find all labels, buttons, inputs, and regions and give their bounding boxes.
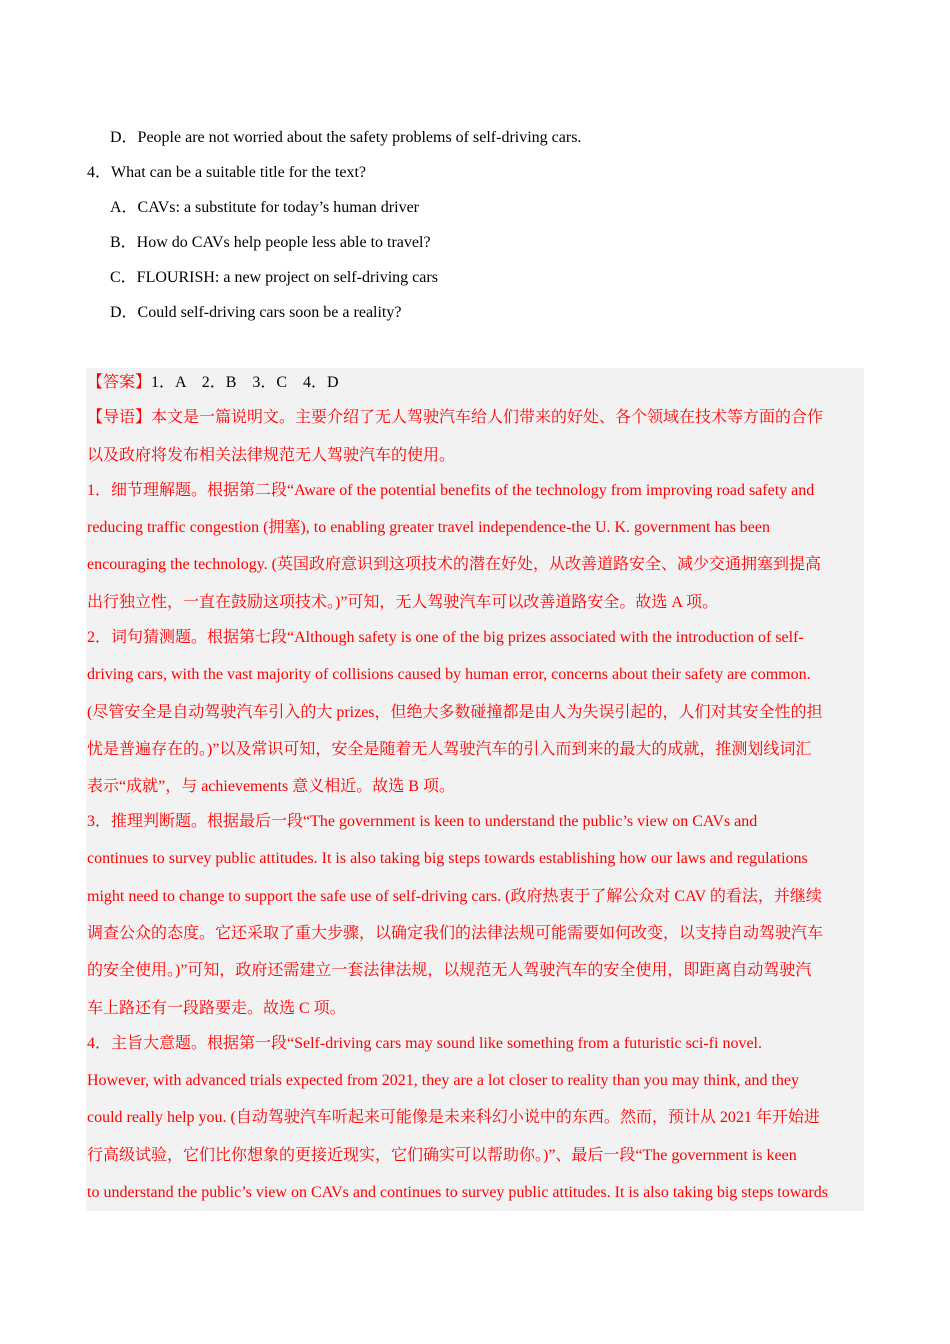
explanation-line: could really help you. (自动驾驶汽车听起来可能像是未来科幻小说中的东西。然而，预计从 2021 年开始进: [87, 1109, 820, 1126]
guide-label: 【导语】: [87, 409, 152, 426]
explanation-line: might need to change to support the safe use of self-driving cars. (政府热衷于了解公众对 CAV 的看法，并继续: [87, 888, 822, 905]
explanation-line: 3．推理判断题。根据最后一段“The government is keen to understand the public’s view on CAVs and: [87, 813, 758, 830]
guide-line-2: 以及政府将发布相关法律规范无人驾驶汽车的使用。: [87, 447, 456, 464]
explanation-line: driving cars, with the vast majority of collisions caused by human error, concerns about their safety are common.: [87, 666, 811, 683]
explanation-line: 车上路还有一段路要走。故选 C 项。: [87, 1000, 346, 1017]
explanation-line: 表示“成就”，与 achievements 意义相近。故选 B 项。: [87, 778, 455, 795]
answer-text: 1．A 2．B 3．C 4．D: [151, 374, 339, 391]
explanation-line: reducing traffic congestion (拥塞), to enabling greater travel independence-the U. K. government has been: [87, 519, 771, 536]
explanation-line: 1．细节理解题。根据第二段“Aware of the potential benefits of the technology from improving road safety and: [87, 482, 815, 499]
explanation-line: 行高级试验，它们比你想象的更接近现实，它们确实可以帮助你。)”、最后一段“The government is keen: [87, 1147, 797, 1164]
guide-text-1: 本文是一篇说明文。主要介绍了无人驾驶汽车给人们带来的好处、各个领域在技术等方面的合作: [151, 409, 824, 426]
explanation-line: However, with advanced trials expected from 2021, they are a lot closer to reality than you may think, and they: [87, 1072, 800, 1089]
explanation-line: to understand the public’s view on CAVs and continues to survey public attitudes. It is also taking big steps towards: [87, 1184, 828, 1201]
explanation-line: continues to survey public attitudes. It is also taking big steps towards establishing how our laws and regulations: [87, 850, 808, 867]
question-4-option-b: B．How do CAVs help people less able to travel?: [110, 234, 431, 251]
explanation-line: 调查公众的态度。它还采取了重大步骤，以确定我们的法律法规可能需要如何改变，以支持自动驾驶汽车: [87, 925, 824, 942]
guide-line-1: [87, 408, 823, 428]
explanation-line: 出行独立性，一直在鼓励这项技术。)”可知，无人驾驶汽车可以改善道路安全。故选 A 项。: [87, 594, 719, 611]
explanation-line: 2．词句猜测题。根据第七段“Although safety is one of the big prizes associated with the introduction of self-: [87, 629, 804, 646]
explanation-line: (尽管安全是自动驾驶汽车引入的大 prizes，但绝大多数碰撞都是由人为失误引起的，人们对其安全性的担: [87, 704, 823, 721]
answer-line: [87, 373, 339, 393]
explanation-line: 的安全使用。)”可知，政府还需建立一套法律法规，以规范无人驾驶汽车的安全使用，即距离自动驾驶汽: [87, 962, 812, 979]
answer-label: 【答案】: [87, 374, 152, 391]
question-4-option-d: D．Could self-driving cars soon be a reality?: [110, 304, 402, 321]
explanation-line: encouraging the technology. (英国政府意识到这项技术的潜在好处，从改善道路安全、减少交通拥塞到提高: [87, 556, 822, 573]
explanation-line: 忧是普遍存在的。)”以及常识可知，安全是随着无人驾驶汽车的引入而到来的最大的成就，推测划线词汇: [87, 741, 812, 758]
question-4-option-a: A．CAVs: a substitute for today’s human driver: [110, 199, 420, 216]
question-4-option-c: C．FLOURISH: a new project on self-driving cars: [110, 269, 438, 286]
question-4-stem: 4．What can be a suitable title for the text?: [87, 164, 367, 181]
question-3-option-d: D．People are not worried about the safety problems of self-driving cars.: [110, 129, 582, 146]
explanation-line: 4．主旨大意题。根据第一段“Self-driving cars may sound like something from a futuristic sci-fi novel.: [87, 1035, 763, 1052]
